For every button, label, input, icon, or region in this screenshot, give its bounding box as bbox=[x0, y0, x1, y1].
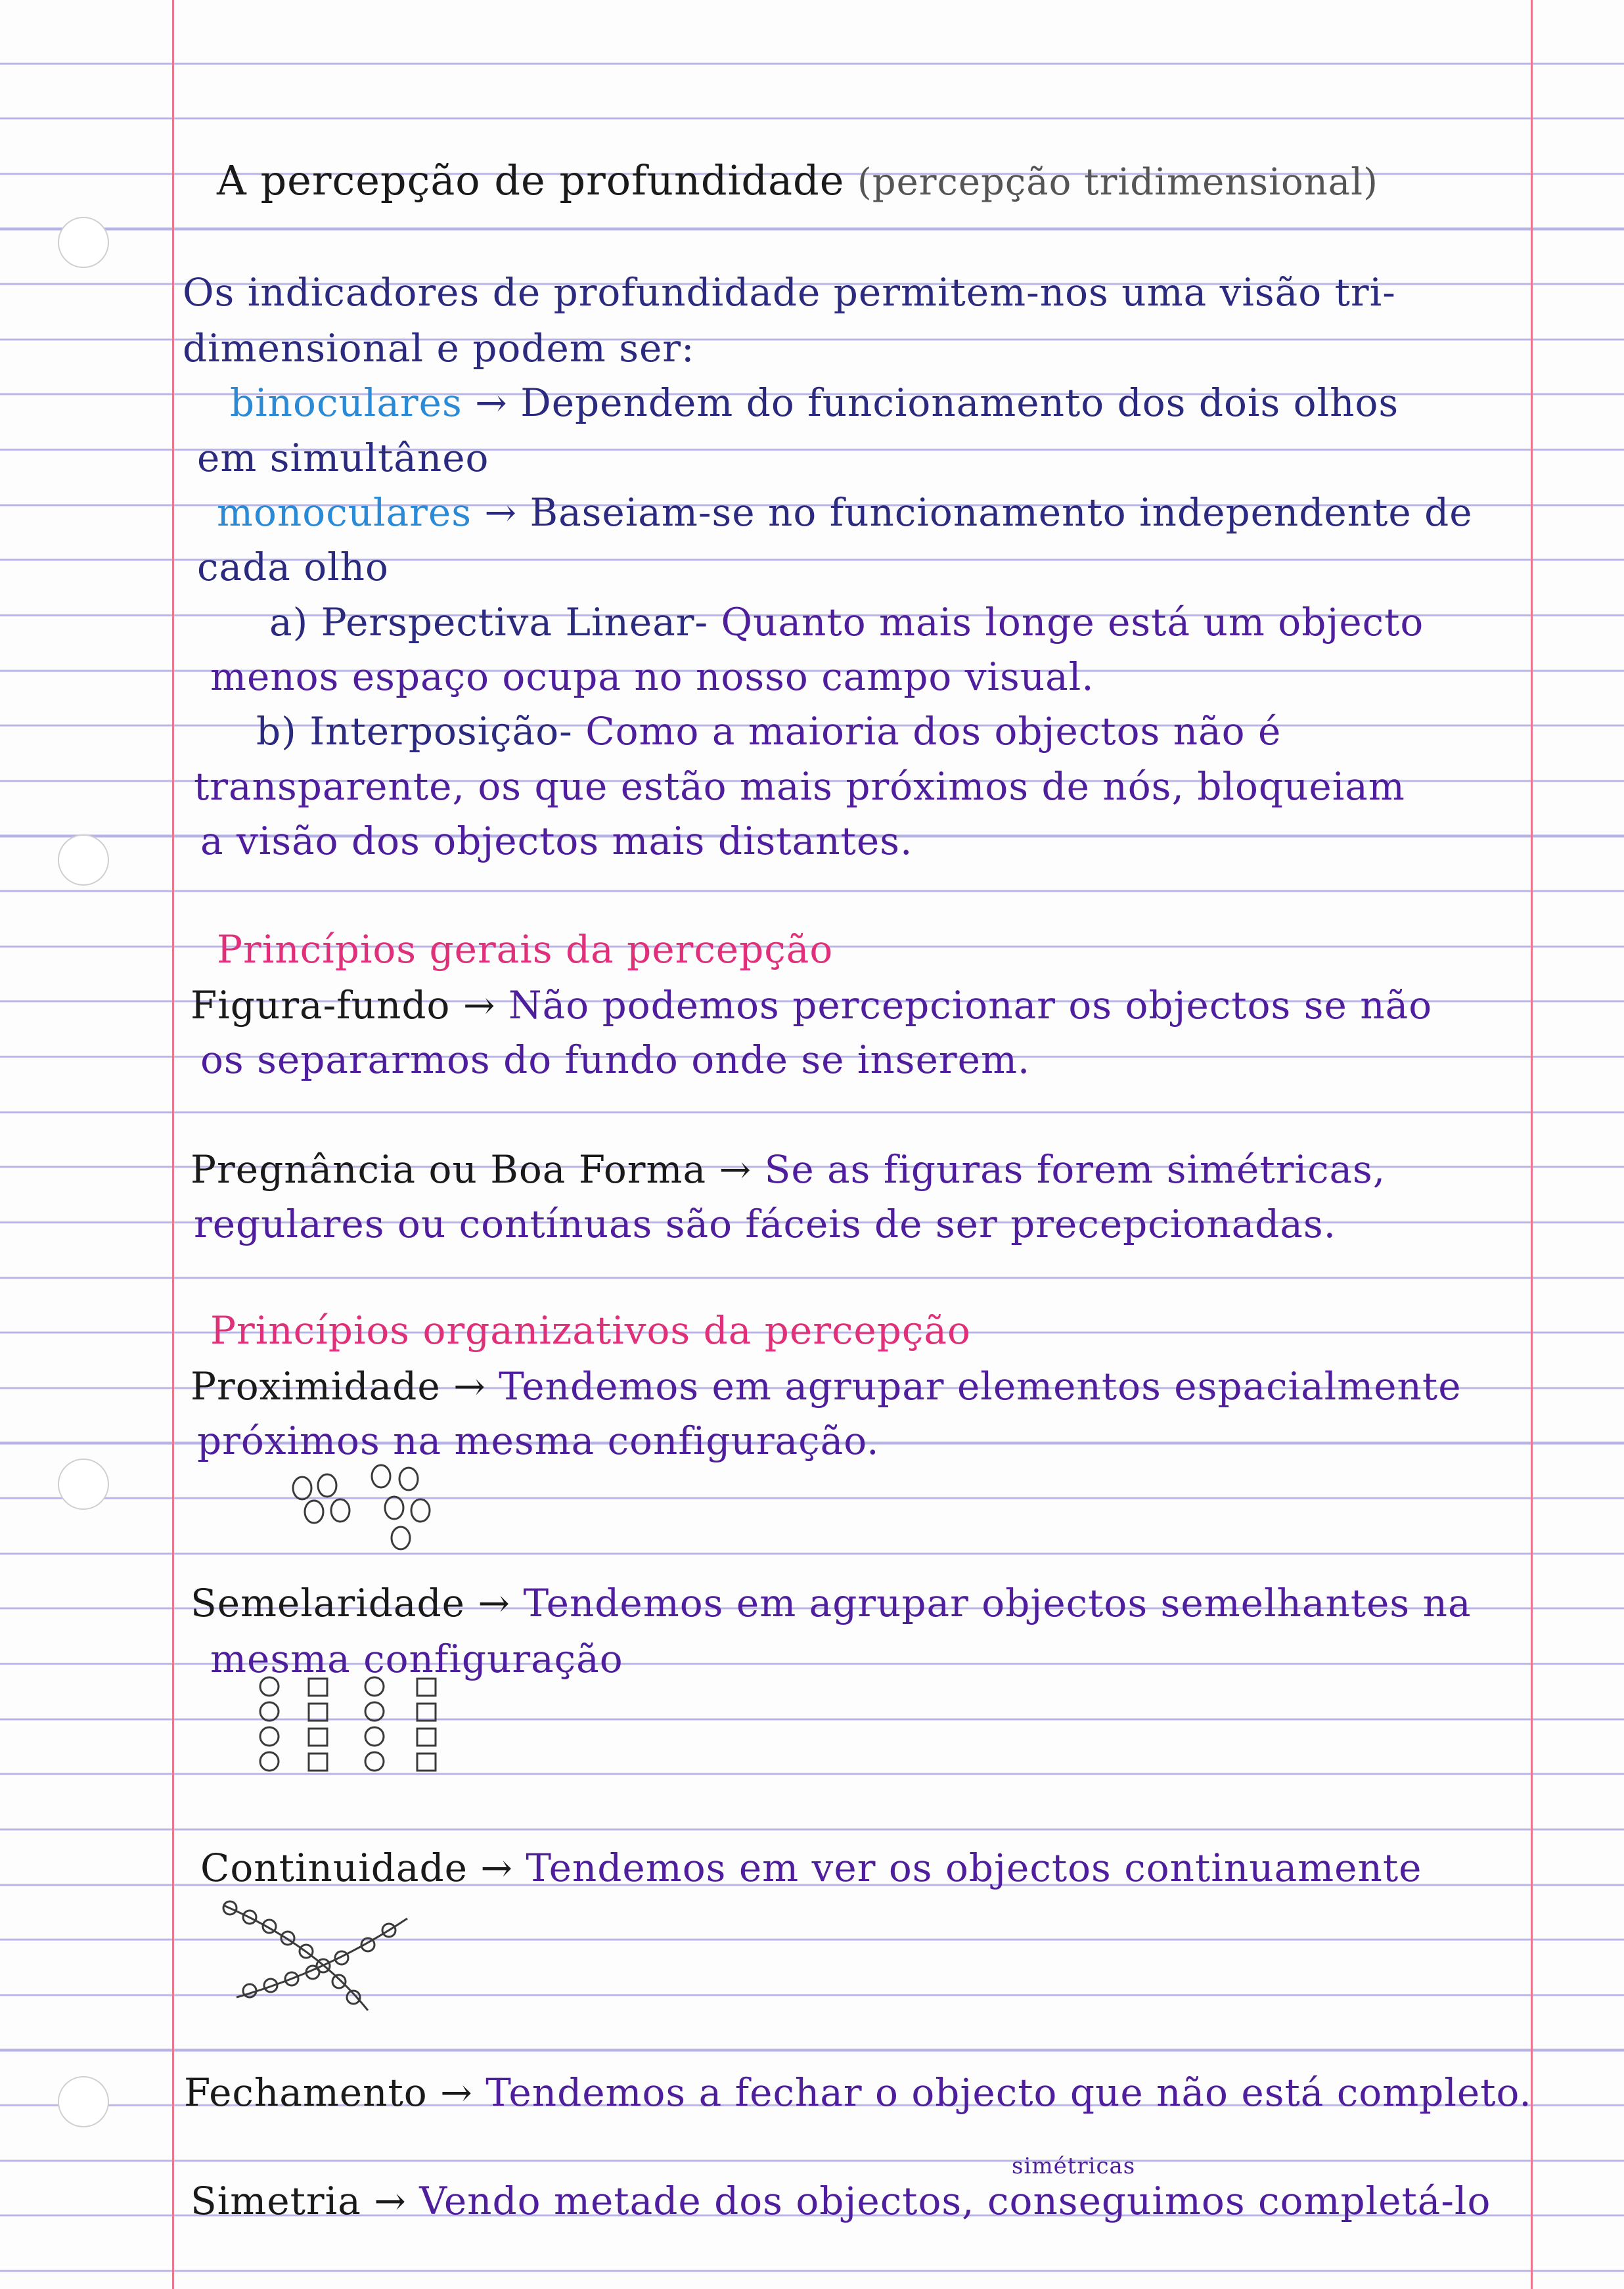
arrow-icon: → bbox=[719, 1147, 752, 1192]
arrow-icon: → bbox=[475, 380, 508, 425]
gerais-heading: Princípios gerais da percepção bbox=[217, 927, 834, 972]
simetria-text-2: , conseguimos completá-lo bbox=[962, 2179, 1491, 2223]
interposicao-line bbox=[256, 708, 1281, 754]
monoculares-text: Baseiam-se no funcionamento independente de bbox=[530, 490, 1473, 535]
simetria-text: Vendo metade dos objectos bbox=[419, 2179, 962, 2223]
title-main: A percepção de profundidade bbox=[217, 156, 845, 204]
right-margin-line bbox=[1531, 0, 1533, 2289]
pregnancia-cont: regulares ou contínuas são fáceis de ser precepcionadas. bbox=[194, 1202, 1337, 1246]
binoculares-cont: em simultâneo bbox=[197, 436, 489, 480]
interposicao-label: b) Interposição- bbox=[256, 709, 573, 754]
proximidade-line bbox=[191, 1363, 1462, 1409]
simetria-label: Simetria bbox=[191, 2179, 361, 2223]
arrow-icon: → bbox=[440, 2070, 473, 2115]
binoculares-line bbox=[230, 380, 1399, 426]
perspectiva-label: a) Perspectiva Linear- bbox=[269, 600, 709, 645]
fechamento-text: Tendemos a fechar o objecto que não está completo. bbox=[485, 2070, 1532, 2115]
page-title bbox=[217, 158, 1378, 206]
continuidade-label: Continuidade bbox=[200, 1846, 468, 1890]
similarity-sketch bbox=[250, 1672, 473, 1784]
intro-line-1: Os indicadores de profundidade permitem-nos uma visão tri- bbox=[183, 270, 1396, 315]
semelhanca-label: Semelaridade bbox=[191, 1581, 465, 1625]
monoculares-label: monoculares bbox=[217, 490, 472, 535]
interposicao-cont-2: a visão dos objectos mais distantes. bbox=[200, 819, 913, 863]
punch-hole bbox=[58, 2076, 109, 2127]
continuidade-line bbox=[200, 1845, 1422, 1891]
proximidade-cont: próximos na mesma configuração. bbox=[197, 1418, 880, 1463]
binoculares-label: binoculares bbox=[230, 380, 462, 425]
punch-hole bbox=[58, 1459, 109, 1510]
left-margin-line bbox=[172, 0, 174, 2289]
figura-fundo-label: Figura-fundo bbox=[191, 983, 451, 1028]
pregnancia-label: Pregnância ou Boa Forma bbox=[191, 1147, 707, 1192]
pregnancia-text: Se as figuras forem simétricas, bbox=[764, 1147, 1386, 1192]
intro-line-2: dimensional e podem ser: bbox=[183, 326, 695, 371]
perspectiva-line bbox=[269, 599, 1424, 645]
continuity-sketch bbox=[210, 1892, 420, 2024]
figura-fundo-text: Não podemos percepcionar os objectos se não bbox=[508, 983, 1433, 1028]
figura-fundo-line bbox=[191, 982, 1432, 1028]
continuidade-text: Tendemos em ver os objectos continuamente bbox=[526, 1846, 1422, 1890]
perspectiva-cont: menos espaço ocupa no nosso campo visual. bbox=[210, 654, 1094, 699]
interposicao-text: Como a maioria dos objectos não é bbox=[585, 709, 1282, 754]
proximidade-label: Proximidade bbox=[191, 1364, 441, 1409]
figura-fundo-cont: os separarmos do fundo onde se inserem. bbox=[200, 1037, 1031, 1082]
semelhanca-line bbox=[191, 1580, 1472, 1626]
punch-hole bbox=[58, 834, 109, 886]
simetria-line bbox=[191, 2178, 1491, 2224]
semelhanca-text: Tendemos em agrupar objectos semelhantes na bbox=[523, 1581, 1472, 1625]
simetria-insert: simétricas bbox=[1012, 2153, 1136, 2179]
semelhanca-cont: mesma configuração bbox=[210, 1637, 623, 1681]
interposicao-cont-1: transparente, os que estão mais próximos de nós, bloqueiam bbox=[194, 764, 1405, 809]
monoculares-line bbox=[217, 489, 1473, 535]
arrow-icon: → bbox=[462, 983, 496, 1028]
arrow-icon: → bbox=[478, 1581, 510, 1625]
arrow-icon: → bbox=[453, 1364, 486, 1409]
title-sub: (percepção tridimensional) bbox=[857, 161, 1378, 204]
monoculares-cont: cada olho bbox=[197, 545, 389, 589]
binoculares-text: Dependem do funcionamento dos dois olhos bbox=[520, 380, 1399, 425]
organizativos-heading: Princípios organizativos da percepção bbox=[210, 1308, 971, 1353]
punch-hole bbox=[58, 217, 109, 268]
arrow-icon: → bbox=[484, 490, 518, 535]
proximity-sketch bbox=[282, 1462, 466, 1567]
proximidade-text: Tendemos em agrupar elementos espacialmente bbox=[499, 1364, 1462, 1409]
perspectiva-text: Quanto mais longe está um objecto bbox=[721, 600, 1424, 645]
arrow-icon: → bbox=[480, 1846, 513, 1890]
fechamento-label: Fechamento bbox=[184, 2070, 428, 2115]
pregnancia-line bbox=[191, 1146, 1386, 1192]
fechamento-line bbox=[184, 2070, 1532, 2116]
arrow-icon: → bbox=[374, 2179, 407, 2223]
